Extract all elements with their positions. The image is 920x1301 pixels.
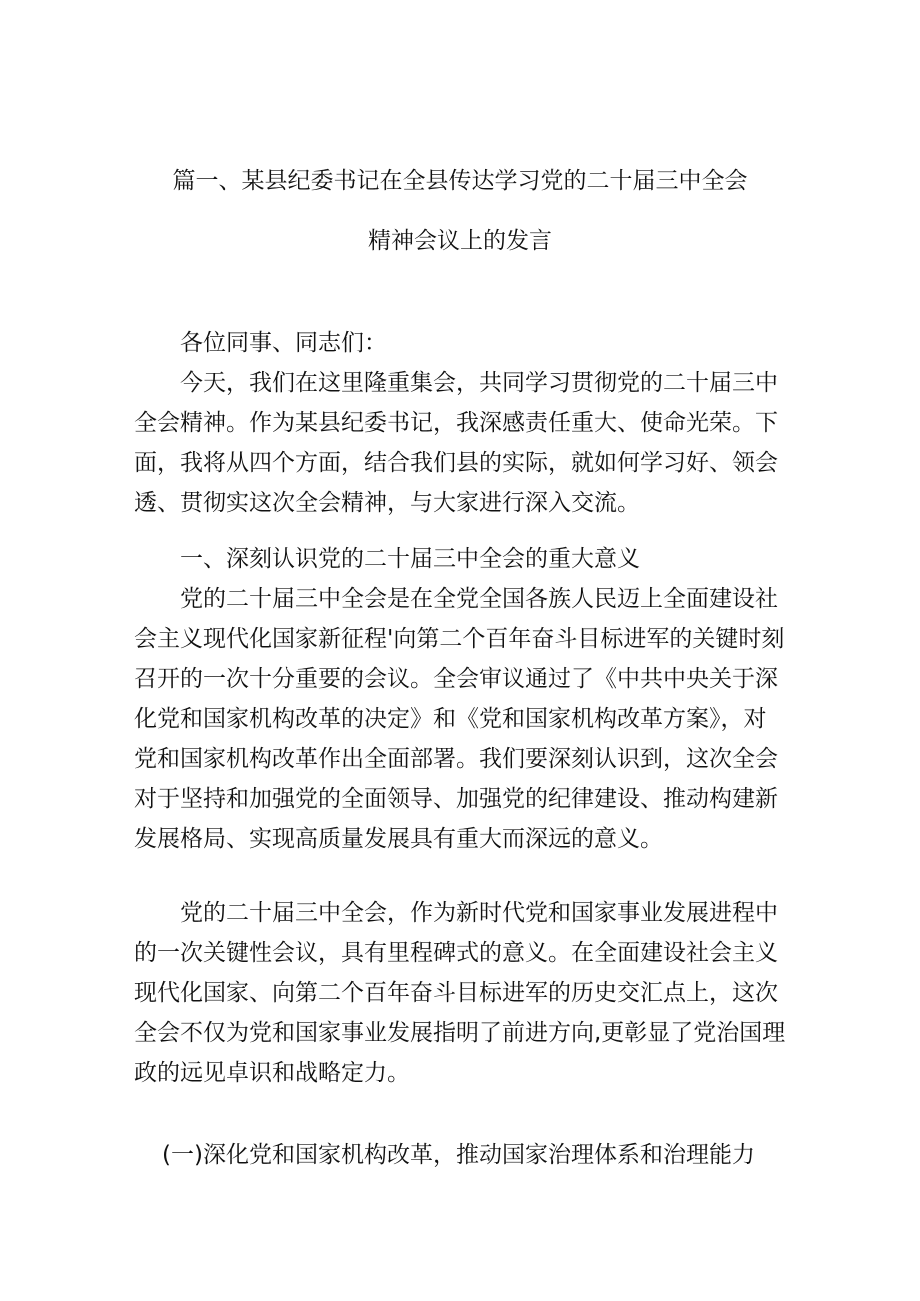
document-title-line-2: 精神会议上的发言 <box>368 228 552 254</box>
paragraph-line: 政的远见卓识和战略定力。 <box>134 1060 410 1086</box>
paragraph-line: 透、贯彻实这次全会精神，与大家进行深入交流。 <box>134 490 640 516</box>
paragraph-line: 召开的一次十分重要的会议。全会审议通过了《中共中央关于深 <box>134 666 778 692</box>
paragraph-line: 党和国家机构改革作出全面部署。我们要深刻认识到，这次全会 <box>134 746 778 772</box>
section-heading-1 <box>134 539 794 579</box>
paragraph-line: 全会不仅为党和国家事业发展指明了前进方向,更彰显了党治国理 <box>134 1020 786 1046</box>
paragraph-line: 现代化国家、向第二个百年奋斗目标进军的历史交汇点上，这次 <box>134 980 778 1006</box>
paragraph-line: 全会精神。作为某县纪委书记，我深感责任重大、使命光荣。下 <box>134 410 778 436</box>
document-title-line-1: 篇一、某县纪委书记在全县传达学习党的二十届三中全会 <box>172 168 748 194</box>
paragraph-line: 面，我将从四个方面，结合我们县的实际，就如何学习好、领会 <box>134 450 778 476</box>
subheading-text: (一)深化党和国家机构改革，推动国家治理体系和治理能力 <box>162 1142 755 1168</box>
paragraph-line: 党的二十届三中全会是在全党全国各族人民迈上全面建设社 <box>180 586 778 612</box>
section-heading-text: 一、深刻认识党的二十届三中全会的重大意义 <box>180 546 640 572</box>
paragraph-line: 发展格局、实现高质量发展具有重大而深远的意义。 <box>134 826 663 852</box>
salutation <box>134 323 794 363</box>
paragraph-line: 今天，我们在这里隆重集会，共同学习贯彻党的二十届三中 <box>180 370 778 396</box>
paragraph-line: 会主义现代化国家新征程'向第二个百年奋斗目标进军的关键时刻 <box>134 626 785 652</box>
paragraph-milestone <box>134 893 794 1093</box>
paragraph-line: 的一次关键性会议，具有里程碑式的意义。在全面建设社会主义 <box>134 940 778 966</box>
paragraph-line: 化党和国家机构改革的决定》和《党和国家机构改革方案》，对 <box>134 706 767 732</box>
subheading-1 <box>134 1135 794 1175</box>
salutation-text: 各位同事、同志们： <box>180 330 387 356</box>
paragraph-opening <box>134 363 794 523</box>
paragraph-significance <box>134 579 794 859</box>
paragraph-line: 对于坚持和加强党的全面领导、加强党的纪律建设、推动构建新 <box>134 786 778 812</box>
paragraph-line: 党的二十届三中全会，作为新时代党和国家事业发展进程中 <box>180 900 778 926</box>
